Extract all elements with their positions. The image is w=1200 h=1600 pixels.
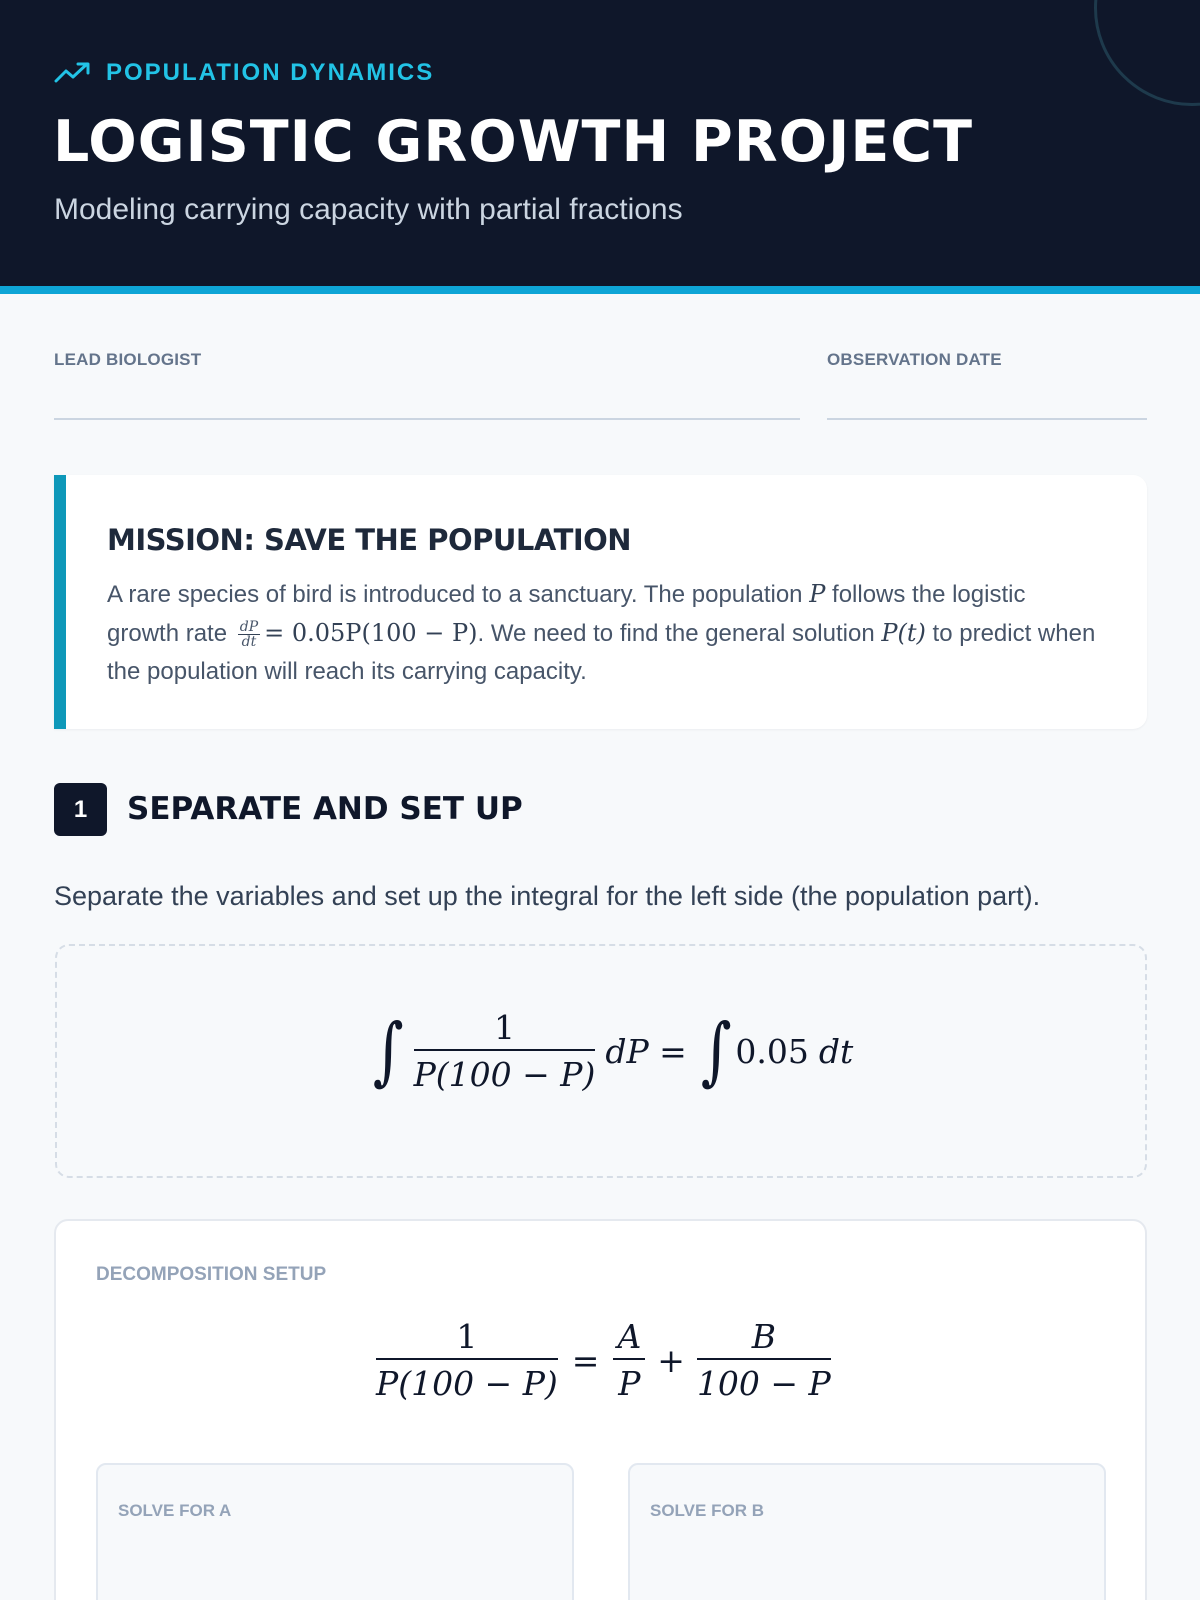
integrand-fraction (414, 1008, 596, 1094)
header-accent-stripe (0, 286, 1200, 294)
a-fraction (613, 1317, 645, 1403)
variable-p: P (809, 580, 826, 608)
decomposition-card (54, 1219, 1147, 1600)
integrand-denominator: P(100 − P) (413, 1055, 596, 1094)
integral-equation (369, 1008, 853, 1094)
integral-sign: ∫ (372, 1008, 404, 1094)
rate-expression: = 0.05P(100 − P) (264, 619, 478, 647)
rhs-differential: dt (818, 1031, 854, 1071)
lhs-fraction (376, 1317, 558, 1403)
lhs-differential: dP = (605, 1031, 687, 1071)
mission-text (107, 575, 1097, 691)
solve-a-label: SOLVE FOR A (118, 1501, 232, 1520)
lhs-numerator: 1 (376, 1317, 558, 1360)
rhs-constant: 0.05 (735, 1031, 809, 1071)
step-number-badge: 1 (54, 783, 107, 836)
step-instruction: Separate the variables and set up the integral for the left side (the population part). (54, 881, 1041, 911)
plus-sign: + (657, 1340, 685, 1380)
decorative-circle (1094, 0, 1200, 106)
step-title: SEPARATE AND SET UP (127, 791, 523, 827)
mission-text-2: follows the logistic growth rate (107, 581, 1026, 647)
eyebrow (54, 59, 434, 87)
rate-fraction (238, 620, 260, 649)
mission-card (54, 475, 1147, 729)
b-denominator: 100 − P (696, 1364, 831, 1403)
b-fraction (697, 1317, 831, 1403)
solution-function: P(t) (881, 619, 926, 647)
page-header (0, 0, 1200, 286)
solve-b-label: SOLVE FOR B (650, 1501, 764, 1520)
a-numerator: A (613, 1317, 645, 1360)
integral-answer-box[interactable] (55, 944, 1147, 1178)
eyebrow-label: POPULATION DYNAMICS (106, 59, 435, 86)
mission-text-3: . We need to find the general solution (477, 620, 875, 647)
mission-text-1: A rare species of bird is introduced to a sanctuary. The population (107, 581, 803, 608)
lead-biologist-field[interactable] (54, 418, 800, 420)
b-numerator: B (697, 1317, 831, 1360)
trending-up-icon (54, 61, 92, 85)
mission-title: MISSION: SAVE THE POPULATION (107, 523, 632, 557)
rhs-integral-sign: ∫ (700, 1008, 732, 1094)
page-subtitle: Modeling carrying capacity with partial fractions (54, 193, 683, 226)
page-title: LOGISTIC GROWTH PROJECT (53, 109, 973, 175)
observation-date-label: OBSERVATION DATE (827, 350, 1002, 369)
equals-sign: = (571, 1340, 600, 1380)
rate-numerator: dP (239, 619, 259, 636)
solve-b-box[interactable] (628, 1463, 1106, 1600)
integrand-numerator: 1 (414, 1008, 596, 1051)
mission-text-4: to predict when the population will reach its carrying capacity. (107, 620, 1096, 685)
observation-date-field[interactable] (827, 418, 1147, 420)
rate-denominator: dt (241, 634, 257, 651)
decomposition-label: DECOMPOSITION SETUP (96, 1264, 327, 1285)
lead-biologist-label: LEAD BIOLOGIST (54, 350, 202, 369)
a-denominator: P (618, 1364, 641, 1403)
lhs-denominator: P(100 − P) (376, 1364, 558, 1403)
solve-a-box[interactable] (96, 1463, 574, 1600)
decomposition-equation (370, 1317, 837, 1403)
